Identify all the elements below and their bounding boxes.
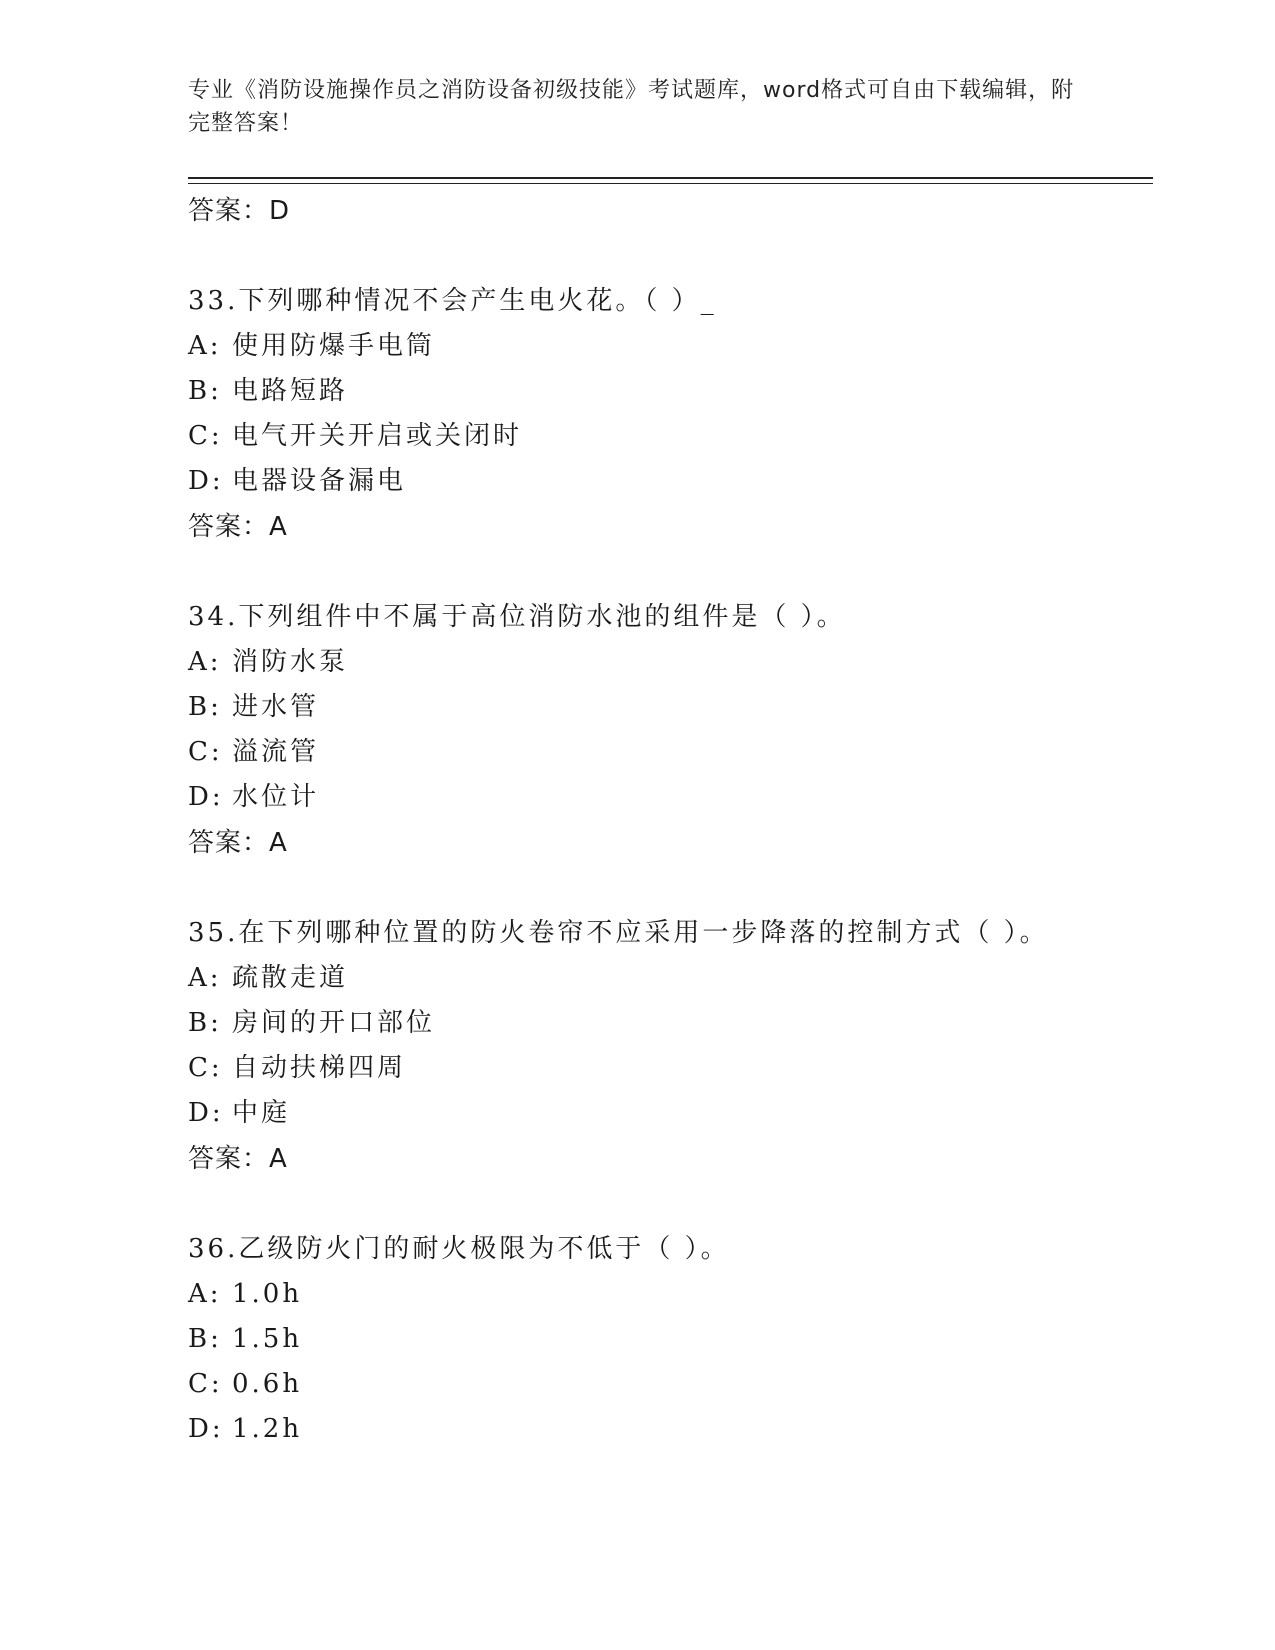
option-c xyxy=(188,1046,1148,1091)
option-letter: A: xyxy=(188,963,222,993)
option-text: 0.6h xyxy=(232,1369,303,1399)
spacer xyxy=(188,1182,1148,1226)
option-a xyxy=(188,324,1148,369)
option-text: 使用防爆手电筒 xyxy=(232,331,436,361)
question-stem: 35.在下列哪种位置的防火卷帘不应采用一步降落的控制方式（ ）。 xyxy=(188,918,1049,948)
question-stem: 34.下列组件中不属于高位消防水池的组件是（ ）。 xyxy=(188,602,846,632)
option-a xyxy=(188,1272,1148,1317)
option-text: 电路短路 xyxy=(232,376,349,406)
question-list xyxy=(188,188,1148,1452)
option-c xyxy=(188,414,1148,459)
option-d xyxy=(188,1091,1148,1136)
option-letter: B: xyxy=(188,692,222,722)
option-text: 房间的开口部位 xyxy=(232,1008,436,1038)
option-text: 电气开关开启或关闭时 xyxy=(232,421,523,451)
header-rule-thin xyxy=(188,183,1153,184)
spacer xyxy=(188,234,1148,278)
option-letter: C: xyxy=(188,1369,223,1399)
option-text: 1.0h xyxy=(232,1279,303,1309)
previous-answer: 答案：D xyxy=(188,196,291,226)
option-letter: C: xyxy=(188,421,223,451)
option-text: 消防水泵 xyxy=(232,647,349,677)
option-text: 水位计 xyxy=(232,782,320,812)
option-text: 溢流管 xyxy=(232,737,320,767)
option-letter: B: xyxy=(188,1324,222,1354)
option-b xyxy=(188,685,1148,730)
question-block xyxy=(188,594,1148,866)
option-a xyxy=(188,956,1148,1001)
option-c xyxy=(188,730,1148,775)
document-header: 专业《消防设施操作员之消防设备初级技能》考试题库，word格式可自由下载编辑，附完整答案！ xyxy=(188,78,1075,136)
option-c xyxy=(188,1362,1148,1407)
answer-line: 答案：A xyxy=(188,828,288,858)
option-letter: B: xyxy=(188,1008,222,1038)
option-text: 进水管 xyxy=(232,692,320,722)
option-letter: A: xyxy=(188,647,222,677)
option-letter: C: xyxy=(188,1053,223,1083)
option-a xyxy=(188,640,1148,685)
option-letter: A: xyxy=(188,331,222,361)
option-text: 疏散走道 xyxy=(232,963,349,993)
option-letter: A: xyxy=(188,1279,222,1309)
option-text: 自动扶梯四周 xyxy=(232,1053,407,1083)
option-text: 1.5h xyxy=(232,1324,303,1354)
option-letter: D: xyxy=(188,466,224,496)
header-rule-thick xyxy=(188,177,1153,179)
option-letter: D: xyxy=(188,782,224,812)
option-letter: C: xyxy=(188,737,223,767)
option-d xyxy=(188,1407,1148,1452)
option-b xyxy=(188,1001,1148,1046)
option-text: 中庭 xyxy=(232,1098,291,1128)
option-b xyxy=(188,1317,1148,1362)
option-letter: D: xyxy=(188,1414,224,1444)
question-block xyxy=(188,1226,1148,1452)
question-block xyxy=(188,278,1148,550)
option-letter: B: xyxy=(188,376,222,406)
option-d xyxy=(188,775,1148,820)
answer-line: 答案：A xyxy=(188,1144,288,1174)
option-letter: D: xyxy=(188,1098,224,1128)
option-d xyxy=(188,459,1148,504)
option-b xyxy=(188,369,1148,414)
spacer xyxy=(188,550,1148,594)
answer-line: 答案：A xyxy=(188,512,288,542)
option-text: 1.2h xyxy=(232,1414,303,1444)
option-text: 电器设备漏电 xyxy=(232,466,407,496)
question-block xyxy=(188,910,1148,1182)
question-stem: 36.乙级防火门的耐火极限为不低于（ ）。 xyxy=(188,1234,730,1264)
question-stem: 33.下列哪种情况不会产生电火花。（ ）_ xyxy=(188,286,717,316)
spacer xyxy=(188,866,1148,910)
